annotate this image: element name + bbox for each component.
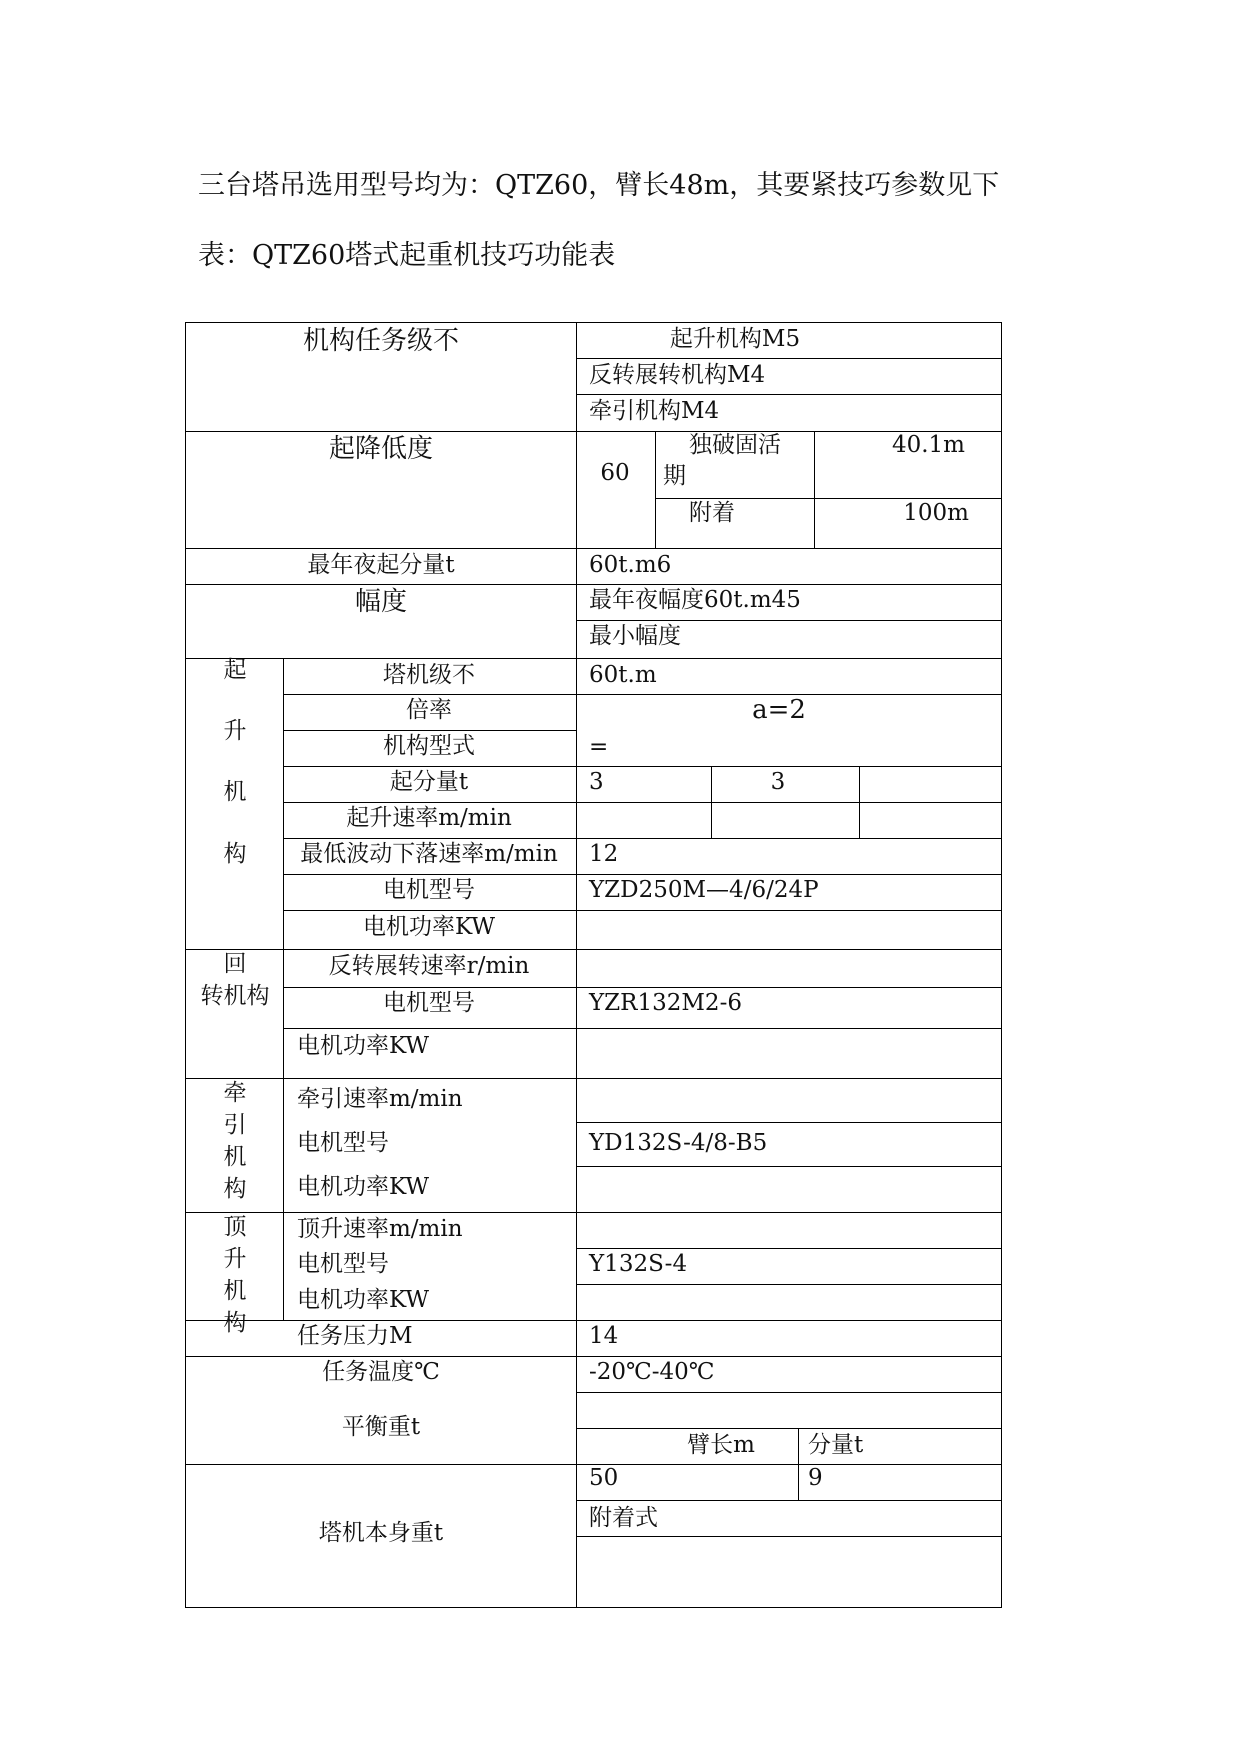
- attached-type: 附着式: [589, 1505, 658, 1531]
- attached-label: 附着: [689, 500, 735, 526]
- trolley-motor-power-label: 电机功率KW: [297, 1174, 430, 1200]
- trolley-group-char-4: 构: [223, 1176, 247, 1202]
- trolley-speed-label: 牵引速率m/min: [297, 1086, 463, 1112]
- climb-motor-model-value: Y132S-4: [589, 1251, 688, 1277]
- attached-value: 100m: [903, 500, 969, 526]
- min-descent-value: 12: [589, 841, 619, 867]
- work-level-hoist: 起升机构M5: [669, 326, 801, 352]
- trolley-group-char-3: 机: [223, 1144, 247, 1170]
- free-standing-label-b: 期: [663, 463, 686, 489]
- max-load-label: 最年夜起分量t: [307, 552, 455, 578]
- slew-motor-power-label: 电机功率KW: [297, 1033, 430, 1059]
- hoist-speed-label: 起升速率m/min: [346, 805, 512, 831]
- min-descent-label: 最低波动下落速率m/min: [300, 841, 558, 867]
- hoist-motor-model-label: 电机型号: [383, 877, 475, 903]
- tower-level-label: 塔机级不: [383, 662, 475, 688]
- work-level-label: 机构任务级不: [302, 326, 460, 356]
- trolley-group-char-1: 牵: [223, 1080, 247, 1106]
- load-value-2: 3: [770, 769, 786, 795]
- slew-motor-model-value: YZR132M2-6: [589, 990, 742, 1016]
- lift-height-model: 60: [600, 460, 630, 486]
- mech-type-label: 机构型式: [383, 733, 475, 759]
- range-max: 最年夜幅度60t.m45: [589, 587, 801, 613]
- intro-line-2: 表：QTZ60塔式起重机技巧功能表: [198, 240, 616, 271]
- hoist-group-char-4: 构: [223, 841, 247, 867]
- slew-speed-label: 反转展转速率r/min: [328, 953, 530, 979]
- trolley-motor-model-label: 电机型号: [297, 1130, 389, 1156]
- range-label: 幅度: [354, 587, 408, 617]
- hoist-group-char-1: 起: [223, 657, 247, 683]
- spec-table: [185, 322, 1002, 1608]
- tower-level-value: 60t.m: [589, 662, 657, 688]
- self-weight-label: 塔机本身重t: [318, 1520, 444, 1546]
- climb-motor-model-label: 电机型号: [297, 1251, 389, 1277]
- climb-group-char-4: 构: [223, 1310, 247, 1336]
- range-min: 最小幅度: [589, 623, 681, 649]
- work-level-slew: 反转展转机构M4: [589, 362, 766, 388]
- work-temp-value: -20℃-40℃: [589, 1359, 715, 1385]
- hoist-group-char-2: 升: [223, 718, 247, 744]
- max-load-value: 60t.m6: [589, 552, 672, 578]
- slew-group-char-2: 转机构: [200, 983, 270, 1009]
- trolley-group-char-2: 引: [223, 1112, 247, 1138]
- work-pressure-value: 14: [589, 1323, 619, 1349]
- free-standing-value: 40.1m: [891, 432, 965, 458]
- hoist-group-char-3: 机: [223, 779, 247, 805]
- ratio-label: 倍率: [406, 697, 452, 723]
- ratio-value: a=2: [752, 695, 806, 725]
- hoist-motor-power-label: 电机功率KW: [362, 914, 496, 940]
- mech-type-value: =: [589, 734, 609, 760]
- hoist-motor-model-value: YZD250M—4/6/24P: [589, 877, 819, 903]
- climb-speed-label: 顶升速率m/min: [297, 1216, 463, 1242]
- slew-motor-model-label: 电机型号: [383, 990, 475, 1016]
- intro-line-1: 三台塔吊选用型号均为：QTZ60，臂长48m，其要紧技巧参数见下: [198, 170, 1000, 201]
- lift-height-label: 起降低度: [328, 434, 434, 464]
- climb-group-char-3: 机: [223, 1278, 247, 1304]
- trolley-motor-model-value: YD132S-4/8-B5: [589, 1130, 768, 1156]
- work-level-trolley: 牵引机构M4: [589, 398, 720, 424]
- weight-label: 分量t: [808, 1432, 864, 1458]
- free-standing-label-a: 独破固活: [689, 432, 781, 458]
- slew-group-char-1: 回: [223, 951, 247, 977]
- counterweight-label: 平衡重t: [341, 1414, 421, 1440]
- climb-motor-power-label: 电机功率KW: [297, 1287, 430, 1313]
- load-label: 起分量t: [389, 769, 469, 795]
- load-value-1: 3: [589, 769, 604, 795]
- climb-group-char-1: 顶: [223, 1214, 247, 1240]
- weight-value: 9: [808, 1465, 823, 1491]
- work-pressure-label: 任务压力M: [297, 1323, 413, 1349]
- arm-length-label: 臂长m: [687, 1432, 755, 1458]
- work-temp-label: 任务温度℃: [322, 1359, 440, 1385]
- climb-group-char-2: 升: [223, 1246, 247, 1272]
- arm-length-value: 50: [589, 1465, 619, 1491]
